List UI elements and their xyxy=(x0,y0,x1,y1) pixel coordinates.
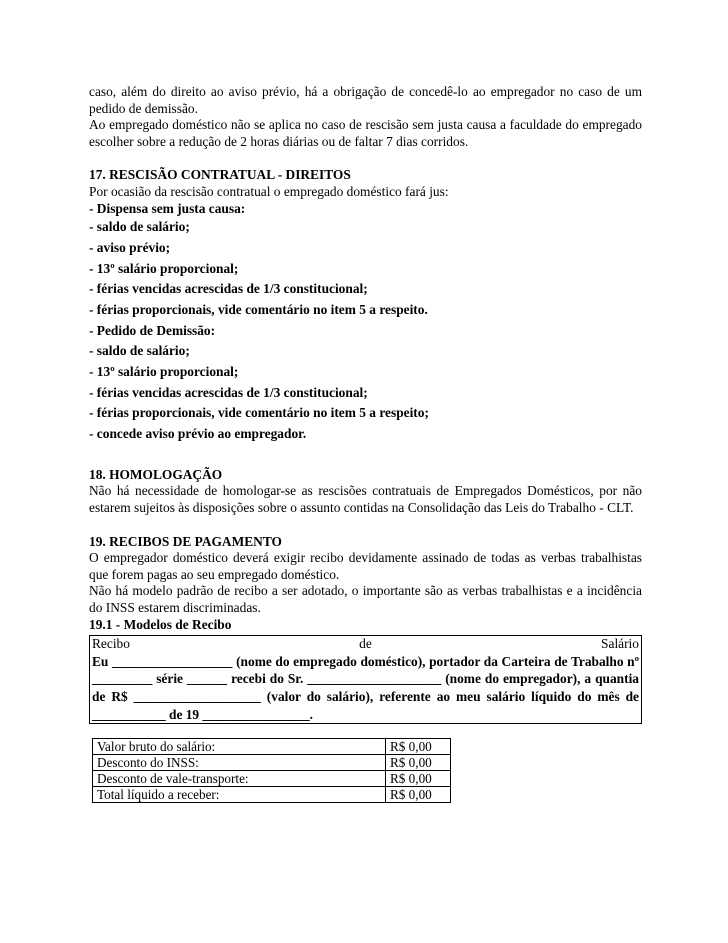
receipt-title-word-2: de xyxy=(359,636,372,652)
section-19-heading: 19. RECIBOS DE PAGAMENTO xyxy=(89,533,282,549)
receipt-title-word-1: Recibo xyxy=(92,636,130,652)
list-item: - 13º salário proporcional; xyxy=(89,364,239,380)
list-item: - concede aviso prévio ao empregador. xyxy=(89,426,307,442)
section-18-heading: 18. HOMOLOGAÇÃO xyxy=(89,466,223,482)
section-19-1-heading: 19.1 - Modelos de Recibo xyxy=(89,616,232,632)
section-19-paragraph-1: O empregador doméstico deverá exigir recibo devidamente assinado de todas as verbas trabalhistas que forem pagas ao seu empregado doméstico. xyxy=(89,550,642,582)
list-item: - 13º salário proporcional; xyxy=(89,260,239,276)
salary-values-table xyxy=(92,738,451,803)
section-18-body: Não há necessidade de homologar-se as rescisões contratuais de Empregados Domésticos, por não estarem sujeitos às disposições sobre o assunto contidas na Consolidação das Leis do Trabalho - CLT. xyxy=(89,483,642,516)
section-17-heading: 17. RESCISÃO CONTRATUAL - DIREITOS xyxy=(89,167,351,183)
list-item: - férias vencidas acrescidas de 1/3 constitucional; xyxy=(89,281,368,297)
value-amount: R$ 0,00 xyxy=(386,755,451,771)
section-17-lead: Por ocasião da rescisão contratual o empregado doméstico fará jus: xyxy=(89,183,449,199)
receipt-title-line xyxy=(92,636,639,653)
list-item: - saldo de salário; xyxy=(89,219,190,235)
list-item: - aviso prévio; xyxy=(89,239,171,255)
list-item: - férias proporcionais, vide comentário no item 5 a respeito; xyxy=(89,405,429,421)
receipt-title-word-3: Salário xyxy=(601,636,639,652)
table-row xyxy=(93,739,451,755)
list-item: - férias vencidas acrescidas de 1/3 constitucional; xyxy=(89,384,368,400)
table-row xyxy=(93,771,451,787)
value-label: Total líquido a receber: xyxy=(93,787,386,803)
intro-paragraph-1: caso, além do direito ao aviso prévio, há a obrigação de concedê-lo ao empregador no caso de um pedido de demissão. xyxy=(89,84,642,116)
group1-title: - Dispensa sem justa causa: xyxy=(89,200,246,216)
intro-paragraph-2: Ao empregado doméstico não se aplica no caso de rescisão sem justa causa a faculdade do empregado escolher sobre a redução de 2 horas diárias ou de faltar 7 dias corridos. xyxy=(89,117,642,149)
receipt-model-box xyxy=(89,635,642,724)
list-item: - saldo de salário; xyxy=(89,343,190,359)
list-item: - férias proporcionais, vide comentário no item 5 a respeito. xyxy=(89,301,428,317)
receipt-body: Eu __________________ (nome do empregado doméstico), portador da Carteira de Trabalho nº _________ série ______ recebi do Sr. ____________________ (nome do empregador), a quantia de R$ ___________________ (valor do salário), referente ao meu salário líquido do mês de ___________ de 19 ________________. xyxy=(92,653,639,722)
document-page xyxy=(89,84,642,803)
table-row xyxy=(93,755,451,771)
value-label: Desconto de vale-transporte: xyxy=(93,771,386,787)
section-19-paragraph-2: Não há modelo padrão de recibo a ser adotado, o importante são as verbas trabalhistas e a incidência do INSS estarem discriminadas. xyxy=(89,583,642,616)
value-amount: R$ 0,00 xyxy=(386,739,451,755)
value-amount: R$ 0,00 xyxy=(386,787,451,803)
value-amount: R$ 0,00 xyxy=(386,771,451,787)
table-row xyxy=(93,787,451,803)
value-label: Valor bruto do salário: xyxy=(93,739,386,755)
value-label: Desconto do INSS: xyxy=(93,755,386,771)
group2-title: - Pedido de Demissão: xyxy=(89,322,216,338)
